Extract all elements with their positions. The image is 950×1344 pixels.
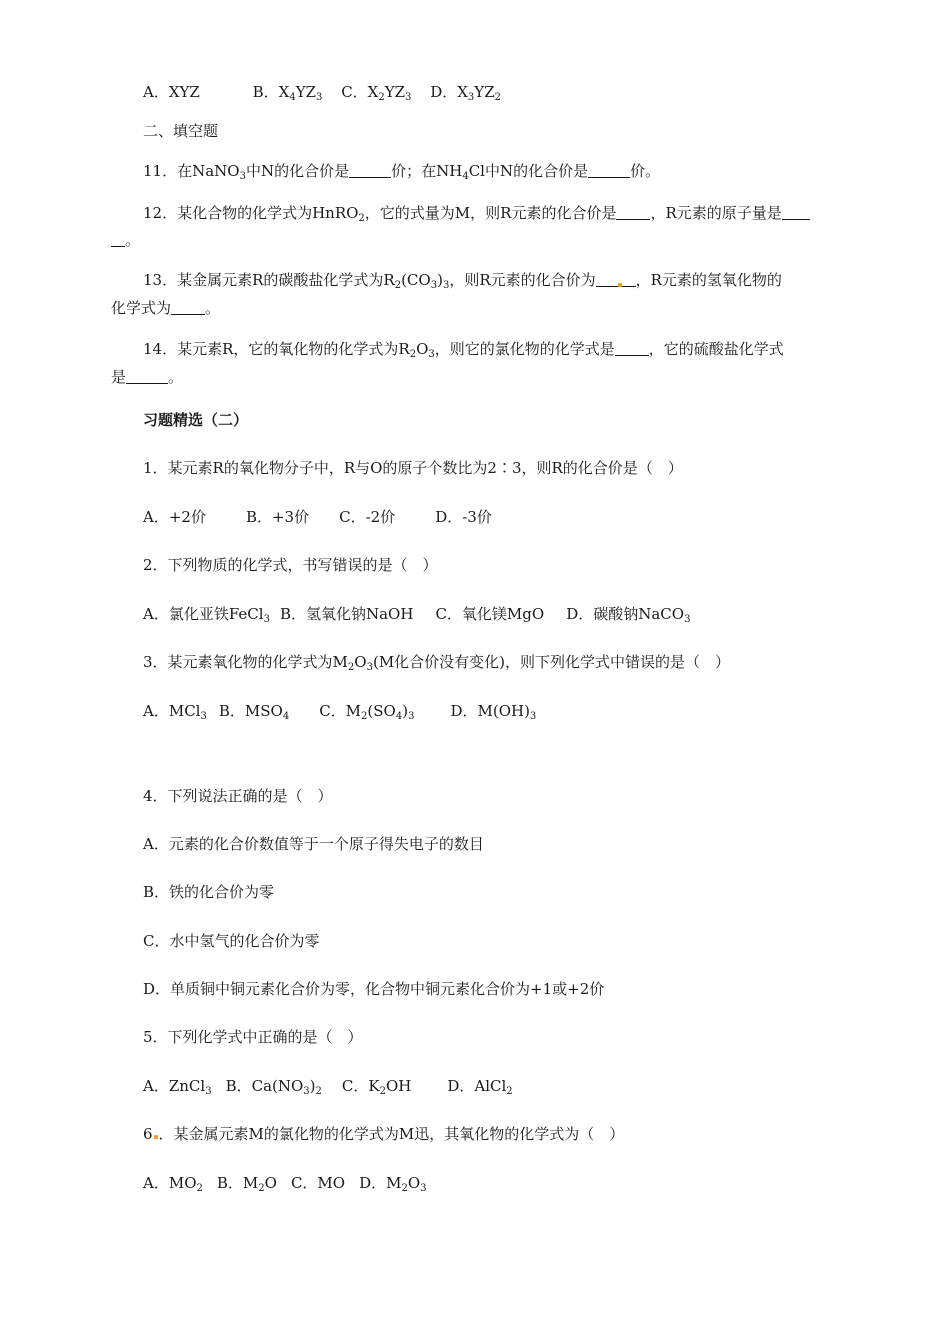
answer-blank [782,205,810,220]
answer-blank [615,341,649,356]
practice-3-options: A．MCl$_3$ B．$MSO_4$ C．$M_2(SO_4)_3$ D．$M(OH)_3$ [143,702,537,722]
practice-2-options: A．氯化亚铁FeCl$_3$ B．氢氧化钠NaOH C．氧化镁MgO D．碳酸钠NaCO$_3$ [143,605,691,625]
practice-3-stem: 3．某元素氧化物的化学式为$M_2O_3(M$化合价没有变化)，则下列化学式中错误的是（ ） [143,653,731,673]
question-12: 12．某化合物的化学式为HnRO$_2$，它的式量为M，则R元素的化合价是 ，R元素的原子量是 [143,203,810,223]
practice-4-option-d: D．单质铜中铜元素化合价为零，化合物中铜元素化合价为+1或+2价 [143,980,605,998]
section-fill-heading: 二、填空题 [143,122,219,140]
question-14: 14．某元素R，它的氧化物的化学式为$R_2O_3$，则它的氯化物的化学式是 ，它的硫酸盐化学式 [143,340,784,360]
practice-5-stem: 5．下列化学式中正确的是（ ） [143,1028,363,1046]
practice-4-option-c: C．水中氢气的化合价为零 [143,932,320,950]
practice-4-option-a: A．元素的化合价数值等于一个原子得失电子的数目 [143,835,484,853]
mark-dot [618,283,622,287]
practice-6-stem: 6 ．某金属元素M的氯化物的化学式为M迅，其氧化物的化学式为（ ） [143,1125,625,1143]
q10-options [143,82,501,102]
answer-blank [616,205,650,220]
answer-blank [126,369,168,384]
mark-dot [154,1135,158,1139]
question-14-cont: 是 。 [111,368,184,386]
practice-4-stem: 4．下列说法正确的是（ ） [143,787,333,805]
practice-1-options: A．+2价 B．+3价 C．-2价 D．-3价 [143,508,492,526]
practice-1-stem: 1．某元素R的氧化物分子中，R与O的原子个数比为2∶3，则R的化合价是（ ） [143,459,683,477]
section-two-heading: 习题精选（二） [143,411,249,429]
question-13-cont: 化学式为 。 [111,299,221,317]
answer-blank [349,163,391,178]
practice-4-option-b: B．铁的化合价为零 [143,883,275,901]
answer-blank [171,300,205,315]
q10-option-a: A．XYZ [143,83,200,101]
practice-5-options: A．ZnCl$_3$ B．$Ca(NO_3)_2$ C．$K_2OH$ D．AlCl$_2$ [143,1077,513,1097]
practice-6-options: A．$MO_2$ B．$M_2O$ C．MO D．$M_2O_3$ [143,1174,427,1194]
question-11: 11．在NaNO$_3$中N的化合价是 价；在$NH_4Cl$中N的化合价是 价。 [143,162,661,182]
question-13: 13．某金属元素R的碳酸盐化学式为$R_2(CO_3)_3$，则R元素的化合价为 ，R元素的氢氧化物的 [143,271,782,291]
answer-blank [111,232,125,247]
q10-option-c: C．$X_2YZ_3$ [341,83,412,103]
practice-2-stem: 2．下列物质的化学式，书写错误的是（ ） [143,556,438,574]
answer-blank [588,163,630,178]
question-12-cont: 。 [111,230,140,250]
answer-blank [596,272,636,287]
q10-option-d: D．$X_3YZ_2$ [430,83,501,103]
q10-option-b: B．$X_4YZ_3$ [252,83,323,103]
